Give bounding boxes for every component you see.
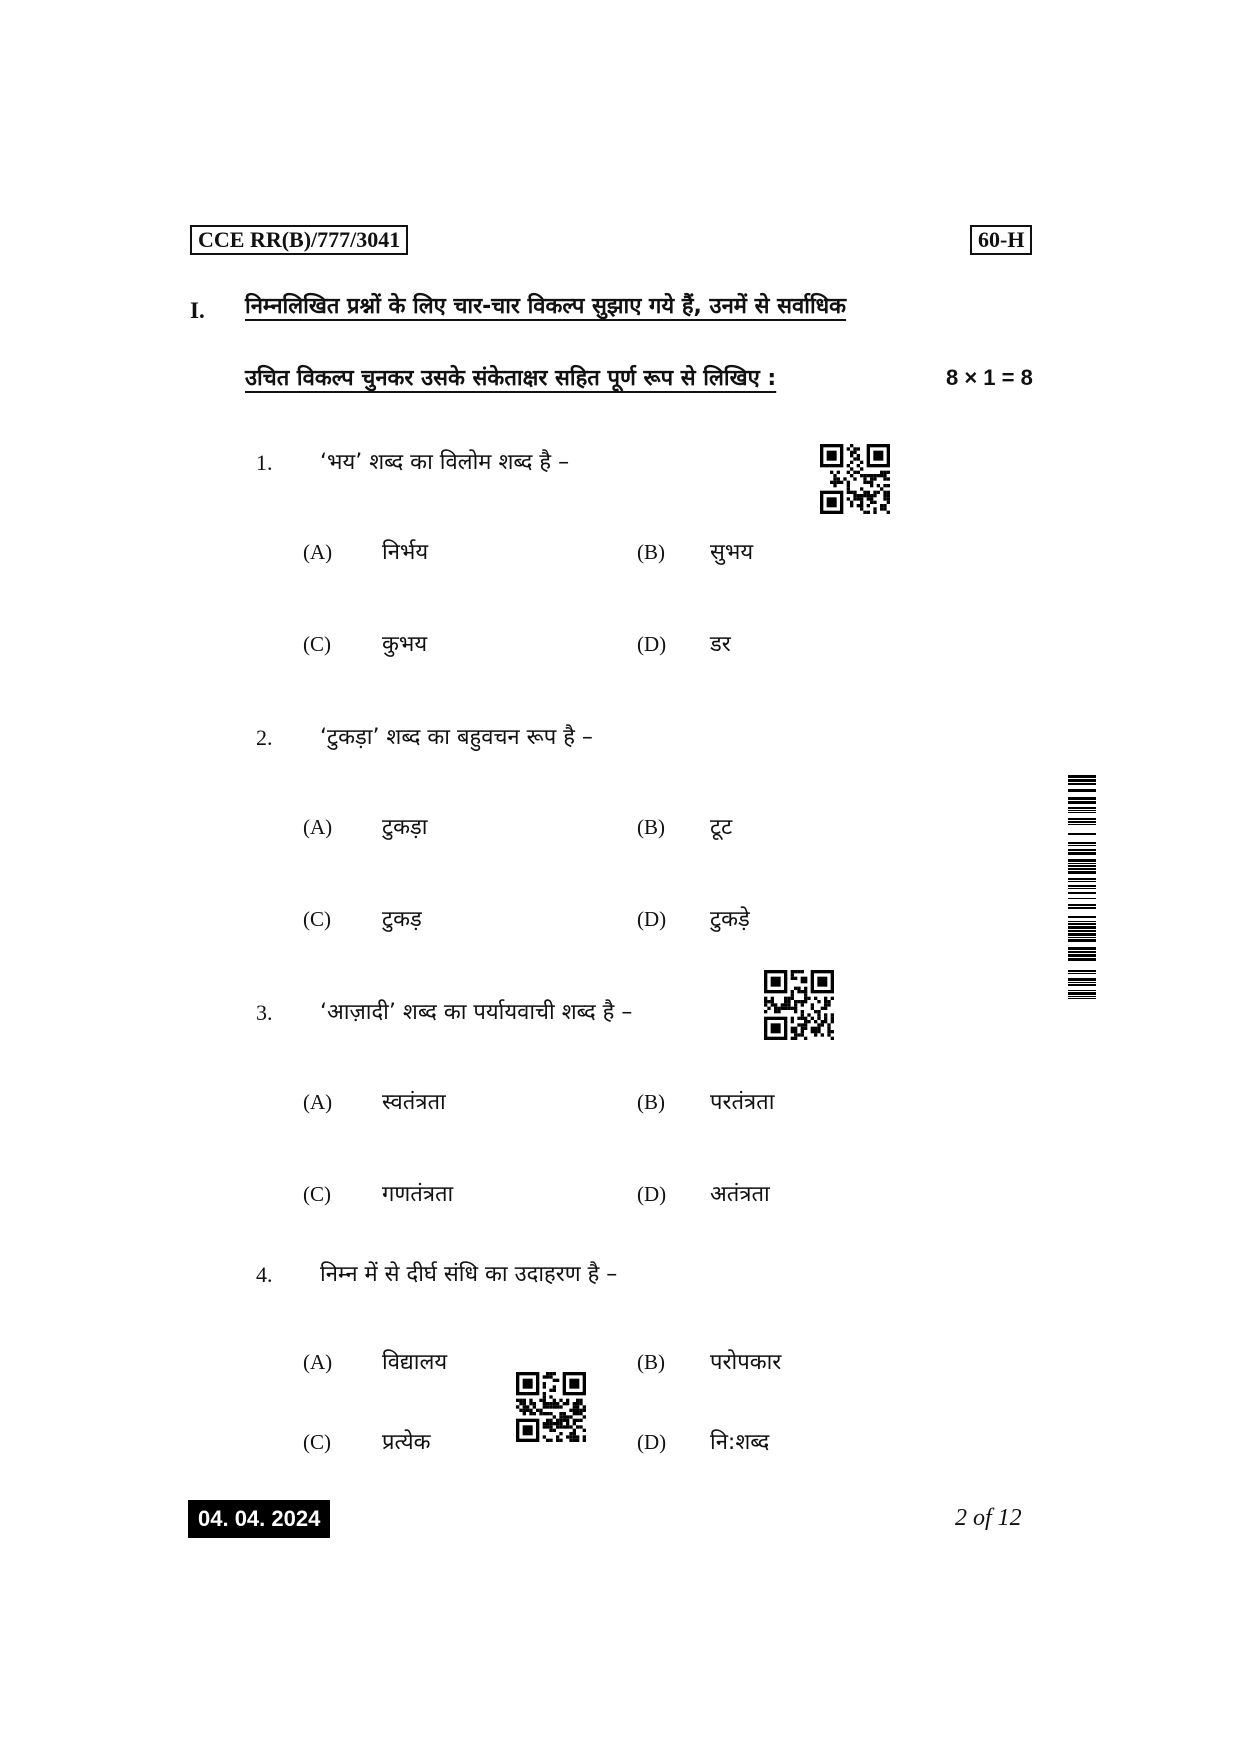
option-text: अतंत्रता	[710, 1182, 770, 1207]
option-label: (B)	[637, 1090, 665, 1114]
option-label: (C)	[303, 1182, 331, 1206]
barcode-icon	[1068, 775, 1096, 1000]
option-label: (C)	[303, 632, 331, 656]
question-number: 2.	[256, 725, 273, 750]
question-text: ‘भय’ शब्द का विलोम शब्द है –	[320, 450, 570, 475]
option-label: (B)	[637, 540, 665, 564]
question-number: 3.	[256, 1000, 273, 1025]
paper-code: CCE RR(B)/777/3041	[190, 225, 408, 255]
marks-allocation: 8 × 1 = 8	[946, 365, 1033, 390]
option-text: टुकड़	[382, 907, 422, 932]
option-text: स्वतंत्रता	[382, 1090, 446, 1115]
question-text: ‘आज़ादी’ शब्द का पर्यायवाची शब्द है –	[320, 1000, 633, 1025]
subject-code: 60-H	[970, 225, 1032, 255]
question-text: निम्न में से दीर्घ संधि का उदाहरण है –	[320, 1262, 618, 1287]
option-text: परतंत्रता	[710, 1090, 775, 1115]
option-text: कुभय	[382, 632, 428, 657]
page-number: 2 of 12	[955, 1505, 1022, 1531]
option-text: प्रत्येक	[382, 1430, 431, 1455]
question-number: 4.	[256, 1262, 273, 1287]
option-text: परोपकार	[710, 1350, 782, 1375]
option-label: (D)	[637, 632, 667, 656]
option-text: टुकड़े	[710, 907, 750, 932]
option-label: (C)	[303, 907, 331, 931]
section-number: I.	[190, 298, 205, 323]
instruction-line-1: निम्नलिखित प्रश्नों के लिए चार-चार विकल्प सुझाए गये हैं, उनमें से सर्वाधिक	[245, 294, 847, 319]
option-label: (A)	[303, 1090, 333, 1114]
option-label: (D)	[637, 1182, 667, 1206]
option-label: (A)	[303, 1350, 333, 1374]
option-label: (B)	[637, 815, 665, 839]
option-label: (A)	[303, 815, 333, 839]
option-text: सुभय	[710, 540, 754, 565]
option-text: विद्यालय	[382, 1350, 448, 1375]
option-text: टुकड़ा	[382, 815, 428, 840]
option-text: निर्भय	[382, 540, 429, 565]
option-label: (A)	[303, 540, 333, 564]
qr-code-icon	[516, 1372, 586, 1442]
instruction-line-2: उचित विकल्प चुनकर उसके संकेताक्षर सहित पूर्ण रूप से लिखिए :	[245, 366, 777, 391]
qr-code-icon	[764, 970, 834, 1040]
exam-date: 04. 04. 2024	[188, 1500, 330, 1538]
option-label: (B)	[637, 1350, 665, 1374]
qr-code-icon	[820, 444, 890, 514]
option-label: (D)	[637, 1430, 667, 1454]
option-text: टूट	[710, 815, 733, 840]
option-text: गणतंत्रता	[382, 1182, 454, 1207]
option-text: डर	[710, 632, 731, 657]
option-label: (C)	[303, 1430, 331, 1454]
option-label: (D)	[637, 907, 667, 931]
option-text: नि:शब्द	[710, 1430, 770, 1455]
question-number: 1.	[256, 450, 273, 475]
question-text: ‘टुकड़ा’ शब्द का बहुवचन रूप है –	[320, 725, 593, 750]
